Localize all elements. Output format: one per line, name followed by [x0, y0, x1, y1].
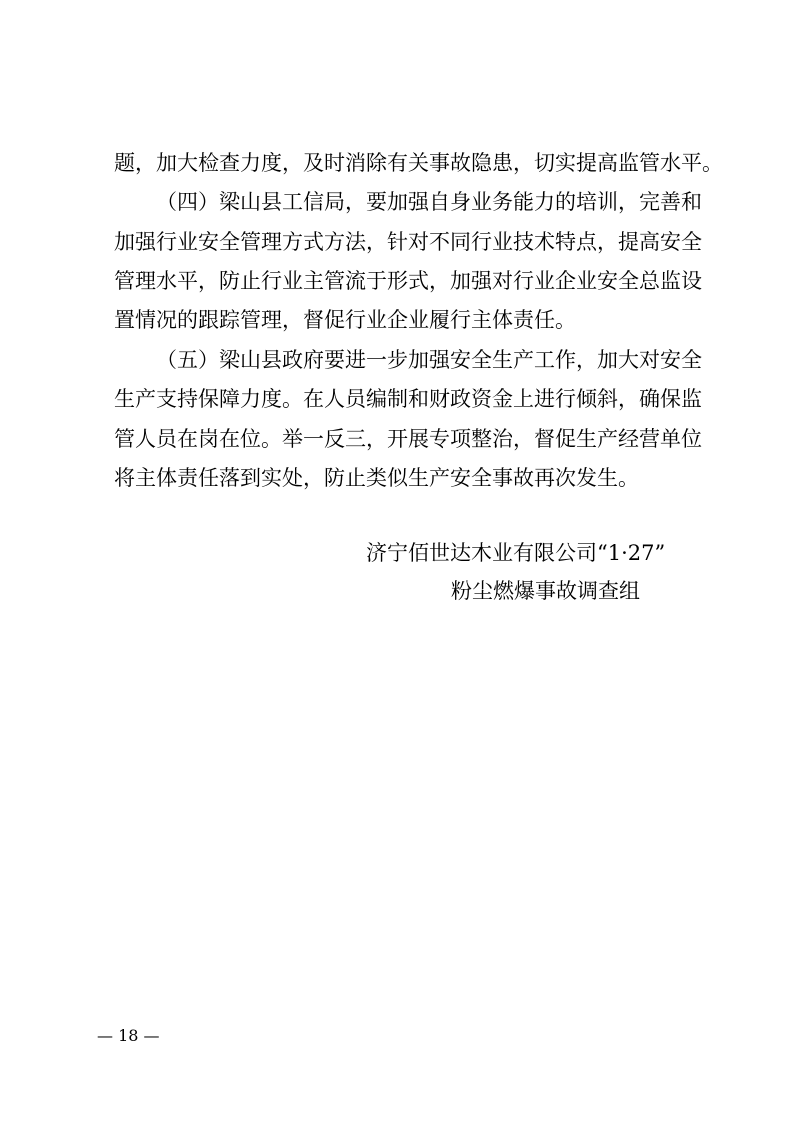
paragraph-line: 管人员在岗在位。举一反三，开展专项整治，督促生产经营单位 [114, 427, 702, 451]
paragraph-line: 题，加大检查力度，及时消除有关事故隐患，切实提高监管水平。 [114, 151, 723, 175]
page-number: — 18 — [97, 1026, 160, 1045]
signature-group: 粉尘燃爆事故调查组 [451, 579, 640, 603]
paragraph-line: （四）梁山县工信局，要加强自身业务能力的培训，完善和 [156, 190, 702, 214]
signature-organization: 济宁佰世达木业有限公司“1·27” [366, 541, 666, 565]
paragraph-line: （五）梁山县政府要进一步加强安全生产工作，加大对安全 [156, 348, 702, 372]
paragraph-line: 管理水平，防止行业主管流于形式，加强对行业企业安全总监设 [114, 269, 702, 293]
paragraph-line: 将主体责任落到实处，防止类似生产安全事故再次发生。 [114, 466, 639, 490]
paragraph-line: 加强行业安全管理方式方法，针对不同行业技术特点，提高安全 [114, 230, 702, 254]
paragraph-line: 生产支持保障力度。在人员编制和财政资金上进行倾斜，确保监 [114, 387, 702, 411]
paragraph-line: 置情况的跟踪管理，督促行业企业履行主体责任。 [114, 308, 576, 332]
